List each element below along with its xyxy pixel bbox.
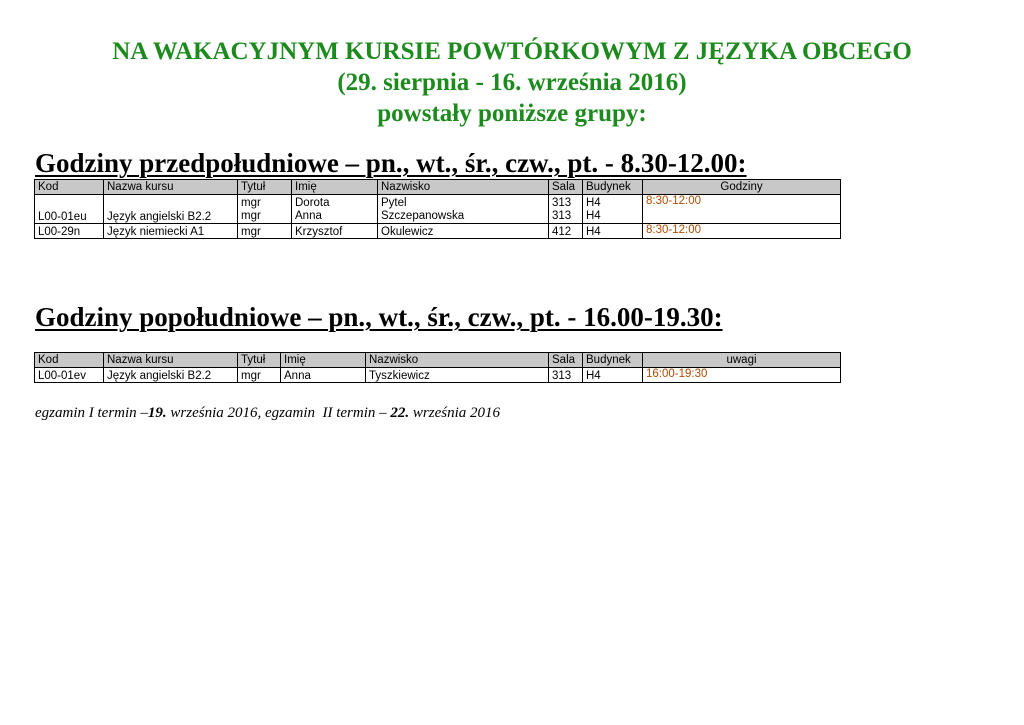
column-header: Nazwisko: [378, 180, 549, 195]
teacher-first-name: Anna: [295, 210, 322, 222]
table-row: [35, 195, 841, 224]
column-header: Imię: [292, 180, 378, 195]
exam-text: egzamin I termin –: [35, 405, 148, 421]
column-header: Nazwa kursu: [104, 353, 238, 368]
column-header: Budynek: [583, 180, 643, 195]
teacher-title: mgr: [241, 210, 261, 222]
room-number: 412: [549, 224, 583, 239]
building: H4: [583, 224, 643, 239]
building: H4: [583, 368, 643, 383]
room-cell: [549, 195, 583, 224]
course-code: L00-01ev: [35, 368, 104, 383]
teacher-last-name: Szczepanowska: [381, 210, 465, 222]
column-header: Tytuł: [238, 353, 281, 368]
teacher-last-name: Okulewicz: [378, 224, 549, 239]
hours: 8:30-12:00: [643, 195, 841, 224]
first-name-cell: [292, 195, 378, 224]
column-header: Sala: [549, 353, 583, 368]
course-name: Język angielski B2.2: [104, 195, 238, 224]
room-number: 313: [552, 197, 572, 209]
column-header: Tytuł: [238, 180, 292, 195]
column-header: Nazwisko: [366, 353, 549, 368]
title-cell: [238, 195, 292, 224]
header-line-2: (29. sierpnia - 16. września 2016): [337, 69, 687, 96]
afternoon-groups-table: [34, 352, 841, 383]
exam-dates-note: [35, 405, 500, 422]
course-name: Język angielski B2.2: [104, 368, 238, 383]
table-header-row: [35, 180, 841, 195]
course-name: Język niemiecki A1: [104, 224, 238, 239]
exam-first-day: 19.: [147, 405, 167, 421]
room-number: 313: [549, 368, 583, 383]
notes: 16:00-19:30: [643, 368, 841, 383]
building: H4: [586, 197, 601, 209]
hours: 8:30-12:00: [643, 224, 841, 239]
table-header-row: [35, 353, 841, 368]
column-header: Nazwa kursu: [104, 180, 238, 195]
column-header: Kod: [35, 180, 104, 195]
teacher-last-name: Tyszkiewicz: [366, 368, 549, 383]
teacher-title: mgr: [241, 197, 261, 209]
morning-section-title: Godziny przedpołudniowe – pn., wt., śr., czw., pt. - 8.30-12.00:: [35, 148, 747, 178]
exam-text: września 2016: [409, 405, 500, 421]
exam-second-day: 22.: [390, 405, 410, 421]
column-header: Sala: [549, 180, 583, 195]
column-header: Imię: [281, 353, 366, 368]
column-header: Kod: [35, 353, 104, 368]
exam-text: września 2016, egzamin II termin –: [166, 405, 391, 421]
teacher-first-name: Dorota: [295, 197, 330, 209]
morning-groups-table: [34, 179, 841, 239]
course-code: L00-29n: [35, 224, 104, 239]
building-cell: [583, 195, 643, 224]
header-line-3: powstały poniższe grupy:: [377, 100, 647, 127]
afternoon-section-title: Godziny popołudniowe – pn., wt., śr., czw., pt. - 16.00-19.30:: [35, 302, 723, 332]
teacher-title: mgr: [238, 368, 281, 383]
teacher-first-name: Anna: [281, 368, 366, 383]
last-name-cell: [378, 195, 549, 224]
column-header: Godziny: [643, 180, 841, 195]
room-number: 313: [552, 210, 572, 222]
teacher-last-name: Pytel: [381, 197, 407, 209]
building: H4: [586, 210, 601, 222]
table-row: [35, 368, 841, 383]
teacher-first-name: Krzysztof: [292, 224, 378, 239]
teacher-title: mgr: [238, 224, 292, 239]
column-header: uwagi: [643, 353, 841, 368]
column-header: Budynek: [583, 353, 643, 368]
header-line-1: NA WAKACYJNYM KURSIE POWTÓRKOWYM Z JĘZYKA OBCEGO: [112, 38, 912, 65]
page-header: [0, 36, 1024, 129]
table-row: [35, 224, 841, 239]
course-code: L00-01eu: [35, 195, 104, 224]
